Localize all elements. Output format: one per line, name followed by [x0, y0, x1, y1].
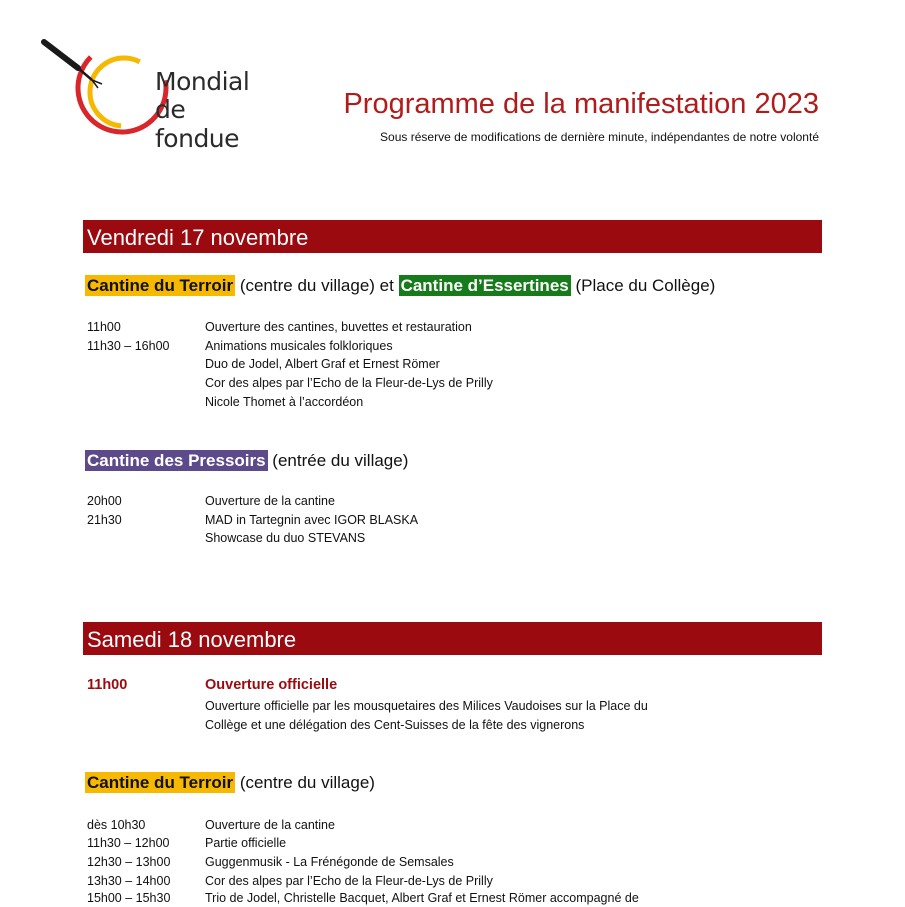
schedule-desc: Partie officielle [205, 836, 287, 850]
day-banner-friday: Vendredi 17 novembre [83, 220, 822, 253]
schedule-time: 20h00 [87, 494, 122, 508]
mondial-de-fondue-logo [40, 38, 250, 153]
schedule-time: 15h00 – 15h30 [87, 891, 171, 905]
schedule-desc: Ouverture de la cantine [205, 818, 335, 832]
schedule-time: 21h30 [87, 513, 122, 527]
schedule-desc: Collège et une délégation des Cent-Suisses de la fête des vignerons [205, 718, 585, 732]
saturday-cantine-line-1 [85, 773, 375, 793]
schedule-desc: Duo de Jodel, Albert Graf et Ernest Römer [205, 357, 440, 371]
friday-cantine-line-1 [85, 276, 715, 296]
cantine-place-text: (centre du village) et [235, 276, 399, 295]
program-title: Programme de la manifestation 2023 [343, 88, 819, 120]
schedule-desc: Animations musicales folkloriques [205, 339, 393, 353]
schedule-time: dès 10h30 [87, 818, 146, 832]
schedule-desc: Ouverture des cantines, buvettes et restauration [205, 320, 472, 334]
logo-line-1: Mondial [155, 67, 250, 96]
official-opening-title: Ouverture officielle [205, 677, 338, 693]
schedule-time: 11h00 [87, 320, 121, 334]
program-subtitle: Sous réserve de modifications de dernière minute, indépendantes de notre volonté [380, 130, 819, 144]
cantine-place-text: (Place du Collège) [570, 276, 716, 295]
schedule-desc: Cor des alpes par l’Echo de la Fleur-de-Lys de Prilly [205, 376, 493, 390]
schedule-desc: Nicole Thomet à l’accordéon [205, 395, 364, 409]
friday-cantine-line-2 [85, 451, 408, 471]
schedule-time: 13h30 – 14h00 [87, 874, 171, 888]
day-banner-saturday: Samedi 18 novembre [83, 622, 822, 655]
schedule-time: 11h30 – 16h00 [87, 339, 170, 353]
schedule-desc: Ouverture de la cantine [205, 494, 335, 508]
schedule-desc: Cor des alpes par l’Echo de la Fleur-de-Lys de Prilly [205, 874, 493, 888]
cantine-du-terroir-tag: Cantine du Terroir [87, 276, 234, 295]
cantine-place-text: (entrée du village) [267, 451, 409, 470]
cantine-des-pressoirs-tag: Cantine des Pressoirs [87, 451, 266, 470]
cantine-du-terroir-tag: Cantine du Terroir [87, 773, 234, 792]
schedule-time: 11h00 [87, 677, 128, 693]
schedule-desc: Showcase du duo STEVANS [205, 531, 366, 545]
schedule-desc: Guggenmusik - La Frénégonde de Semsales [205, 855, 454, 869]
schedule-desc: Ouverture officielle par les mousquetaires des Milices Vaudoises sur la Place du [205, 699, 648, 713]
schedule-time: 12h30 – 13h00 [87, 855, 171, 869]
schedule-desc: Trio de Jodel, Christelle Bacquet, Albert Graf et Ernest Römer accompagné de [205, 891, 639, 905]
cantine-place-text: (centre du village) [235, 773, 375, 792]
schedule-time: 11h30 – 12h00 [87, 836, 170, 850]
logo-line-2: de fondue [155, 95, 240, 153]
cantine-essertines-tag: Cantine d’Essertines [400, 276, 569, 295]
schedule-desc: MAD in Tartegnin avec IGOR BLASKA [205, 513, 419, 527]
